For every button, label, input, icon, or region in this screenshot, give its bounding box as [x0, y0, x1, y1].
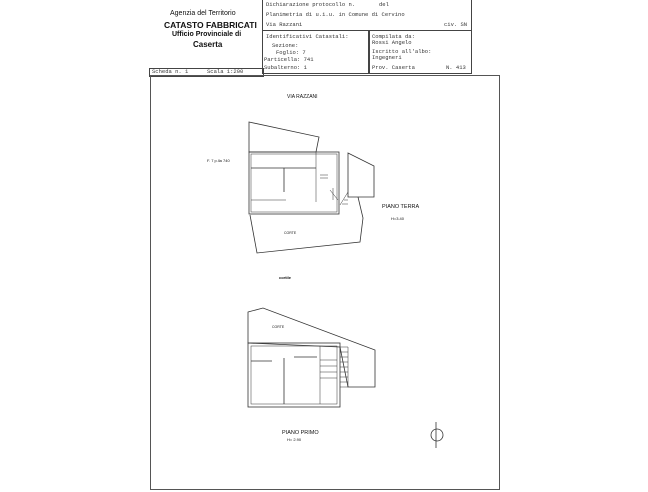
ground-floor-label: PIANO TERRA	[382, 204, 420, 210]
first-courtyard	[248, 308, 375, 387]
scale: Scala 1:200	[207, 68, 244, 75]
office-city: Caserta	[193, 40, 223, 49]
registered-label: Iscritto all'albo:	[372, 48, 432, 55]
agency-name: Agenzia del Territorio	[170, 10, 236, 17]
first-floor-label: PIANO PRIMO	[282, 430, 319, 436]
first-floor-height: H= 2.90	[287, 437, 302, 442]
identifiers-title: Identificativi Catastali:	[266, 33, 349, 40]
civic-label: civ. SN	[444, 21, 468, 28]
foglio: Foglio: 7	[276, 49, 306, 56]
particella: Particella: 741	[264, 56, 314, 63]
ground-floor-building	[249, 152, 339, 214]
north-arrow-icon	[431, 422, 443, 448]
office-label: Ufficio Provinciale di	[172, 31, 242, 38]
compiled-by: Compilata da:	[372, 33, 415, 40]
register-number: N. 413	[446, 64, 466, 71]
register-name: Ingegneri	[372, 54, 402, 61]
catasto-title: CATASTO FABBRICATI	[164, 20, 257, 30]
address-label: Via Razzani	[266, 21, 303, 28]
ground-floor-height: H=3.40	[391, 216, 405, 221]
sezione: Sezione:	[272, 42, 299, 49]
street-label: VIA RAZZANI	[287, 94, 318, 100]
parcel-reference: F. 7 p.lla 740	[207, 158, 230, 163]
ground-stairs	[316, 152, 338, 202]
ground-corte-label: CORTE	[284, 231, 297, 235]
first-corte-label: CORTE	[272, 325, 285, 329]
protocol-label: Dichiarazione protocollo n.	[266, 1, 356, 8]
province: Prov. Caserta	[372, 64, 415, 71]
first-stairs	[320, 346, 348, 404]
first-floor-building	[248, 343, 340, 407]
ground-annex	[348, 153, 374, 197]
ground-unbuilt-area	[249, 122, 319, 152]
ground-courtyard	[250, 197, 363, 253]
del-label: del	[379, 1, 389, 8]
planimetria-label: Planimetria di u.i.u. in Comune di Cervino	[266, 11, 405, 18]
subalterno: Subalterno: 1	[264, 64, 307, 71]
compiler-name: Rossi Angelo	[372, 39, 412, 46]
cortile-label: cortile	[279, 275, 292, 280]
sheet-number: Scheda n. 1	[152, 68, 189, 75]
